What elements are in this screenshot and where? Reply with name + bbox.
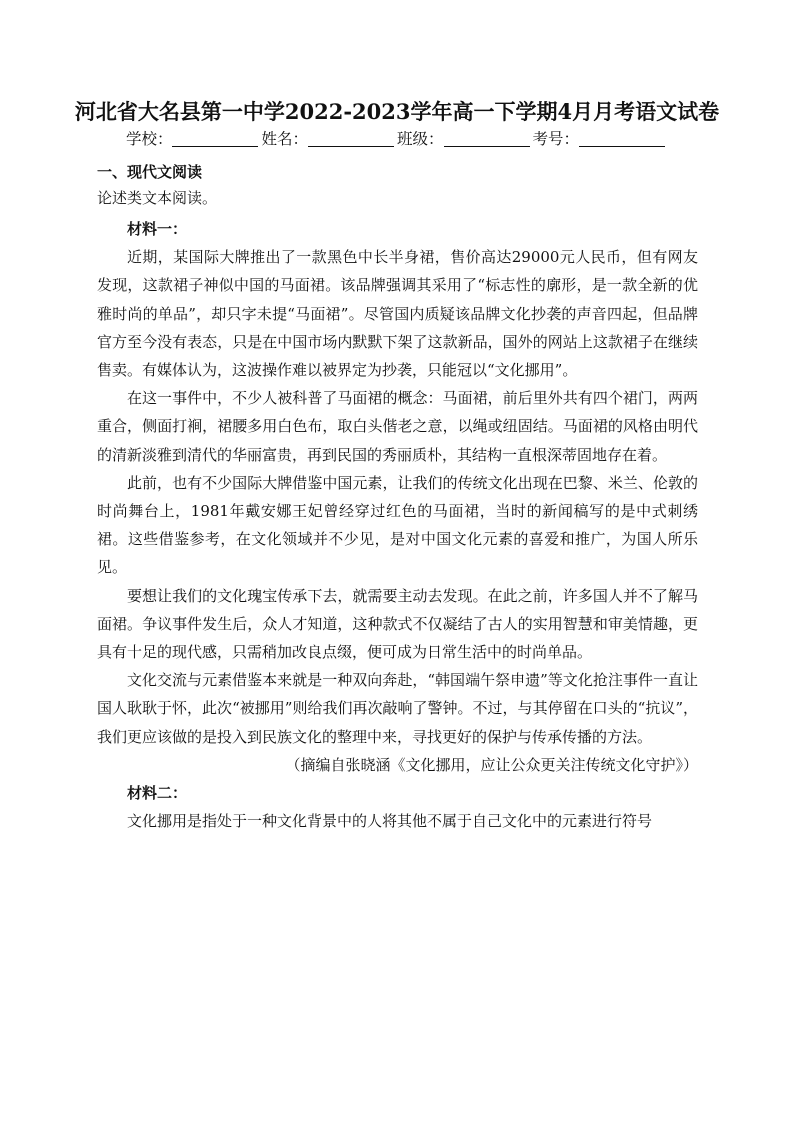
exam-number-label: 考号： — [532, 130, 580, 148]
material1-paragraph-1: 近期，某国际大牌推出了一款黑色中长半身裙，售价高达29000元人民币，但有网友发现，这款裙子神似中国的马面裙。该品牌强调其采用了“标志性的廓形，是一款全新的优雅时尚的单品”，却只字未提“马面裙”。尽管国内质疑该品牌文化抄袭的声音四起，但品牌官方至今没有表态，只是在中国市场内默默下架了这款新品，国外的网站上这款裙子在继续售卖。有媒体认为，这波操作难以被界定为抄袭，只能冠以“文化挪用”。 — [97, 248, 698, 380]
material1-paragraph-3: 此前，也有不少国际大牌借鉴中国元素，让我们的传统文化出现在巴黎、米兰、伦敦的时尚舞台上，1981年戴安娜王妃曾经穿过红色的马面裙，当时的新闻稿写的是中式刺绣裙。这些借鉴参考，在文化领域并不少见，是对中国文化元素的喜爱和推广，为国人所乐见。 — [97, 473, 698, 577]
section-subheading: 论述类文本阅读。 — [97, 189, 218, 207]
material2-paragraph-1: 文化挪用是指处于一种文化背景中的人将其他不属于自己文化中的元素进行符号 — [127, 812, 653, 831]
material1-paragraph-2: 在这一事件中，不少人被科普了马面裙的概念：马面裙，前后里外共有四个裙门，两两重合，侧面打裥，裙腰多用白色布，取白头偕老之意，以绳或纽固结。马面裙的风格由明代的清新淡雅到清代的华丽富贵，再到民国的秀丽质朴，其结构一直根深蒂固地存在着。 — [97, 389, 698, 464]
material1-paragraph-4: 要想让我们的文化瑰宝传承下去，就需要主动去发现。在此之前，许多国人并不了解马面裙。争议事件发生后，众人才知道，这种款式不仅凝结了古人的实用智慧和审美情趣，更具有十足的现代感，只需稍加改良点缀，便可成为日常生活中的时尚单品。 — [97, 586, 698, 662]
school-label: 学校： — [125, 130, 173, 148]
name-blank[interactable] — [308, 130, 394, 147]
material2-heading: 材料二： — [127, 784, 188, 803]
class-blank[interactable] — [444, 130, 530, 147]
student-info-line — [0, 127, 794, 149]
section-heading: 一、现代文阅读 — [97, 163, 203, 181]
exam-number-blank[interactable] — [579, 130, 665, 147]
school-blank[interactable] — [172, 130, 258, 147]
exam-title: 河北省大名县第一中学2022-2023学年高一下学期4月月考语文试卷 — [74, 99, 720, 124]
material1-source: （摘编自张晓涵《文化挪用，应让公众更关注传统文化守护》） — [285, 755, 698, 774]
material1-paragraph-5: 文化交流与元素借鉴本来就是一种双向奔赴，“韩国端午祭申遗”等文化抢注事件一直让国人耿耿于怀，此次“被挪用”则给我们再次敲响了警钟。不过，与其停留在口头的“抗议”，我们更应该做的是投入到民族文化的整理中来，寻找更好的保护与传承传播的方法。 — [97, 671, 698, 746]
reading-passage — [97, 215, 698, 835]
name-label: 姓名： — [261, 130, 308, 148]
material1-heading: 材料一： — [127, 220, 188, 238]
class-label: 班级： — [397, 130, 444, 148]
